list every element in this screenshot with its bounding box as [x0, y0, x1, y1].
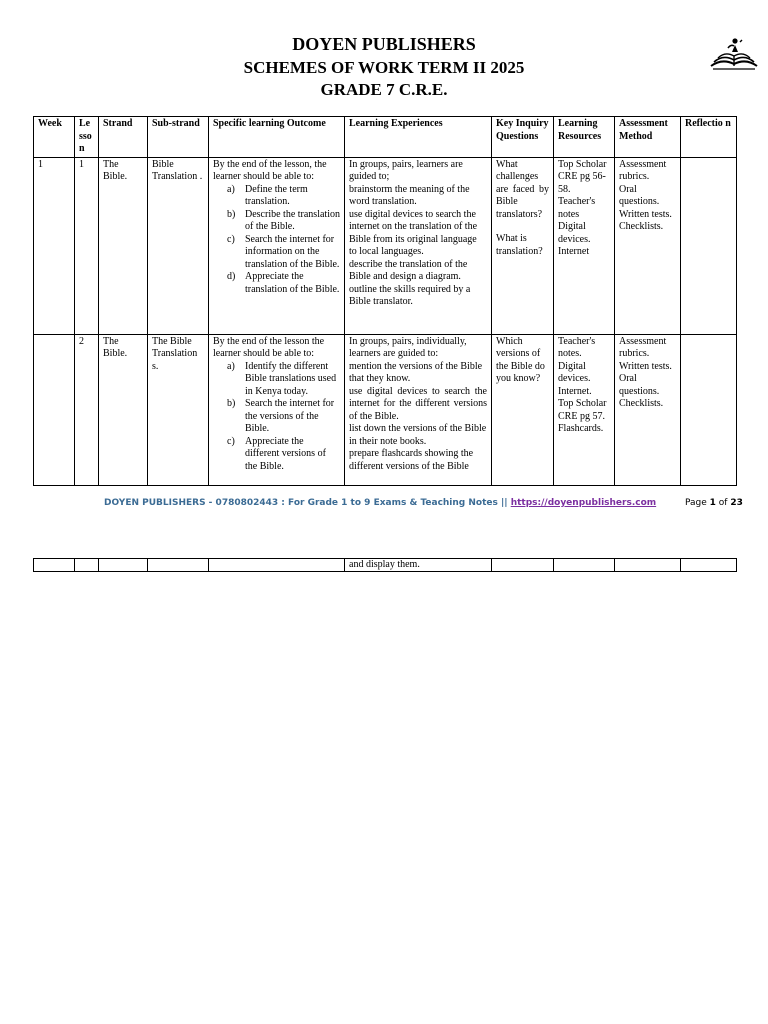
- questions-cell: [492, 157, 554, 334]
- strand-cell: The Bible.: [99, 334, 148, 485]
- header-resources: Learning Resources: [554, 117, 615, 158]
- question-line: What is translation?: [496, 233, 543, 257]
- reflection-cell: [681, 334, 737, 485]
- table-row: [34, 334, 737, 485]
- empty-cell: [615, 559, 681, 572]
- resource-line: Teacher's notes: [558, 196, 596, 220]
- outcome-cell: [209, 157, 345, 334]
- outcome-text: Identify the different Bible translations used in Kenya today.: [245, 360, 337, 397]
- table-row: [34, 559, 737, 572]
- reflection-cell: [681, 157, 737, 334]
- outcome-item: [227, 234, 340, 272]
- resource-line: Internet.: [558, 385, 592, 397]
- substrand-cell: Bible Translation .: [148, 157, 209, 334]
- resources-cell: [554, 334, 615, 485]
- outcome-intro: By the end of the lesson the learner should be able to:: [213, 335, 325, 359]
- header-substrand: Sub-strand: [148, 117, 209, 158]
- header-assessment: Assessment Method: [615, 117, 681, 158]
- outcome-intro: By the end of the lesson, the learner should be able to:: [213, 158, 327, 182]
- outcome-marker: b): [227, 398, 236, 409]
- outcome-item: [227, 209, 340, 234]
- schemes-of-work-table: [33, 116, 737, 486]
- experiences-cell: [345, 334, 492, 485]
- assessment-cell: [615, 157, 681, 334]
- table-header-row: [34, 117, 737, 158]
- resource-line: Top Scholar CRE pg 56-58.: [558, 158, 607, 195]
- experiences-cell: [345, 157, 492, 334]
- outcome-marker: a): [227, 360, 235, 372]
- experience-line: list down the versions of the Bible in their note books.: [349, 423, 487, 447]
- footer-publisher-text: DOYEN PUBLISHERS - 0780802443 : For Grade 1 to 9 Exams & Teaching Notes ||: [104, 498, 511, 508]
- empty-cell: [34, 559, 75, 572]
- resource-line: Teacher's notes.: [558, 335, 596, 359]
- experience-line: mention the versions of the Bible that they know.: [349, 360, 483, 384]
- outcome-text: Appreciate the translation of the Bible.: [245, 271, 340, 295]
- experience-line: In groups, pairs, learners are guided to;: [349, 158, 463, 182]
- outcome-marker: c): [227, 233, 235, 245]
- experience-line: describe the translation of the Bible and design a diagram.: [349, 258, 468, 282]
- assessment-line: Assessment rubrics.: [619, 335, 667, 359]
- page-prefix: Page: [685, 498, 710, 508]
- document-title: DOYEN PUBLISHERS: [292, 34, 476, 54]
- outcome-text: Describe the translation of the Bible.: [245, 208, 340, 232]
- outcome-item: [227, 271, 340, 296]
- assessment-line: Checklists.: [619, 221, 664, 232]
- open-book-reader-icon: [708, 36, 760, 72]
- experience-line: use digital devices to search the internet on the translation of the Bible from its original language to local languages.: [349, 208, 478, 257]
- empty-cell: [99, 559, 148, 572]
- experience-line: prepare flashcards showing the different versions of the Bible: [349, 448, 474, 472]
- week-cell: 1: [34, 157, 75, 334]
- grade-heading: GRADE 7 C.R.E.: [320, 80, 448, 99]
- lesson-cell: 2: [75, 334, 99, 485]
- questions-cell: [492, 334, 554, 485]
- resource-line: Top Scholar CRE pg 57.: [558, 398, 607, 422]
- assessment-line: Oral questions.: [619, 373, 660, 397]
- experience-line: brainstorm the meaning of the word translation.: [349, 183, 470, 207]
- assessment-line: Assessment rubrics.: [619, 158, 667, 182]
- resource-line: Digital devices.: [558, 360, 591, 384]
- week-cell: [34, 334, 75, 485]
- continuation-table: [33, 558, 737, 572]
- outcome-list: [213, 361, 340, 474]
- outcome-text: Define the term translation.: [245, 183, 308, 207]
- outcome-item: [227, 436, 340, 474]
- assessment-line: Written tests.: [619, 360, 672, 372]
- header-outcome: Specific learning Outcome: [209, 117, 345, 158]
- header-week: Week: [34, 117, 75, 158]
- header-questions: Key Inquiry Questions: [492, 117, 554, 158]
- empty-cell: [492, 559, 554, 572]
- empty-cell: [148, 559, 209, 572]
- outcome-marker: d): [227, 271, 236, 282]
- experiences-cell: and display them.: [345, 559, 492, 572]
- empty-cell: [681, 559, 737, 572]
- question-line: Which versions of the Bible do you know?: [496, 335, 545, 384]
- outcome-marker: a): [227, 183, 235, 195]
- resources-cell: [554, 157, 615, 334]
- outcome-text: Search the internet for the versions of the Bible.: [245, 398, 335, 434]
- assessment-line: Written tests.: [619, 208, 672, 220]
- resource-line: Internet: [558, 246, 590, 257]
- page-number: [685, 498, 743, 508]
- empty-cell: [209, 559, 345, 572]
- footer-website-link[interactable]: https://doyenpublishers.com: [510, 498, 657, 508]
- experience-line: outline the skills required by a Bible translator.: [349, 283, 471, 307]
- strand-cell: The Bible.: [99, 157, 148, 334]
- lesson-cell: 1: [75, 157, 99, 334]
- outcome-item: [227, 184, 340, 209]
- header-experiences: Learning Experiences: [345, 117, 492, 158]
- substrand-cell: The Bible Translation s.: [148, 334, 209, 485]
- header-strand: Strand: [99, 117, 148, 158]
- assessment-line: Checklists.: [619, 398, 664, 409]
- resource-line: Flashcards.: [558, 423, 604, 434]
- empty-cell: [554, 559, 615, 572]
- outcome-cell: [209, 334, 345, 485]
- outcome-marker: b): [227, 208, 236, 220]
- experience-line: In groups, pairs, individually, learners are guided to:: [349, 335, 467, 359]
- question-line: What challenges are faced by Bible translators?: [496, 158, 549, 220]
- outcome-item: [227, 361, 340, 399]
- assessment-cell: [615, 334, 681, 485]
- outcome-marker: c): [227, 435, 235, 447]
- resource-line: Digital devices.: [558, 221, 591, 245]
- footer-text: [104, 498, 656, 508]
- outcome-list: [213, 184, 340, 297]
- header-lesson: Le sso n: [75, 117, 99, 158]
- outcome-text: Search the internet for information on the translation of the Bible.: [245, 233, 340, 270]
- page-total: 23: [730, 498, 743, 508]
- experience-line: use digital devices to search the internet for the different versions of the Bible.: [349, 385, 487, 422]
- outcome-text: Appreciate the different versions of the Bible.: [245, 435, 326, 472]
- table-row: [34, 157, 737, 334]
- page-of: of: [715, 498, 731, 508]
- empty-cell: [75, 559, 99, 572]
- header-reflection: Reflectio n: [681, 117, 737, 158]
- document-subtitle: SCHEMES OF WORK TERM II 2025: [243, 58, 525, 77]
- assessment-line: Oral questions.: [619, 183, 660, 207]
- outcome-item: [227, 398, 340, 436]
- page-current: 1: [709, 498, 716, 508]
